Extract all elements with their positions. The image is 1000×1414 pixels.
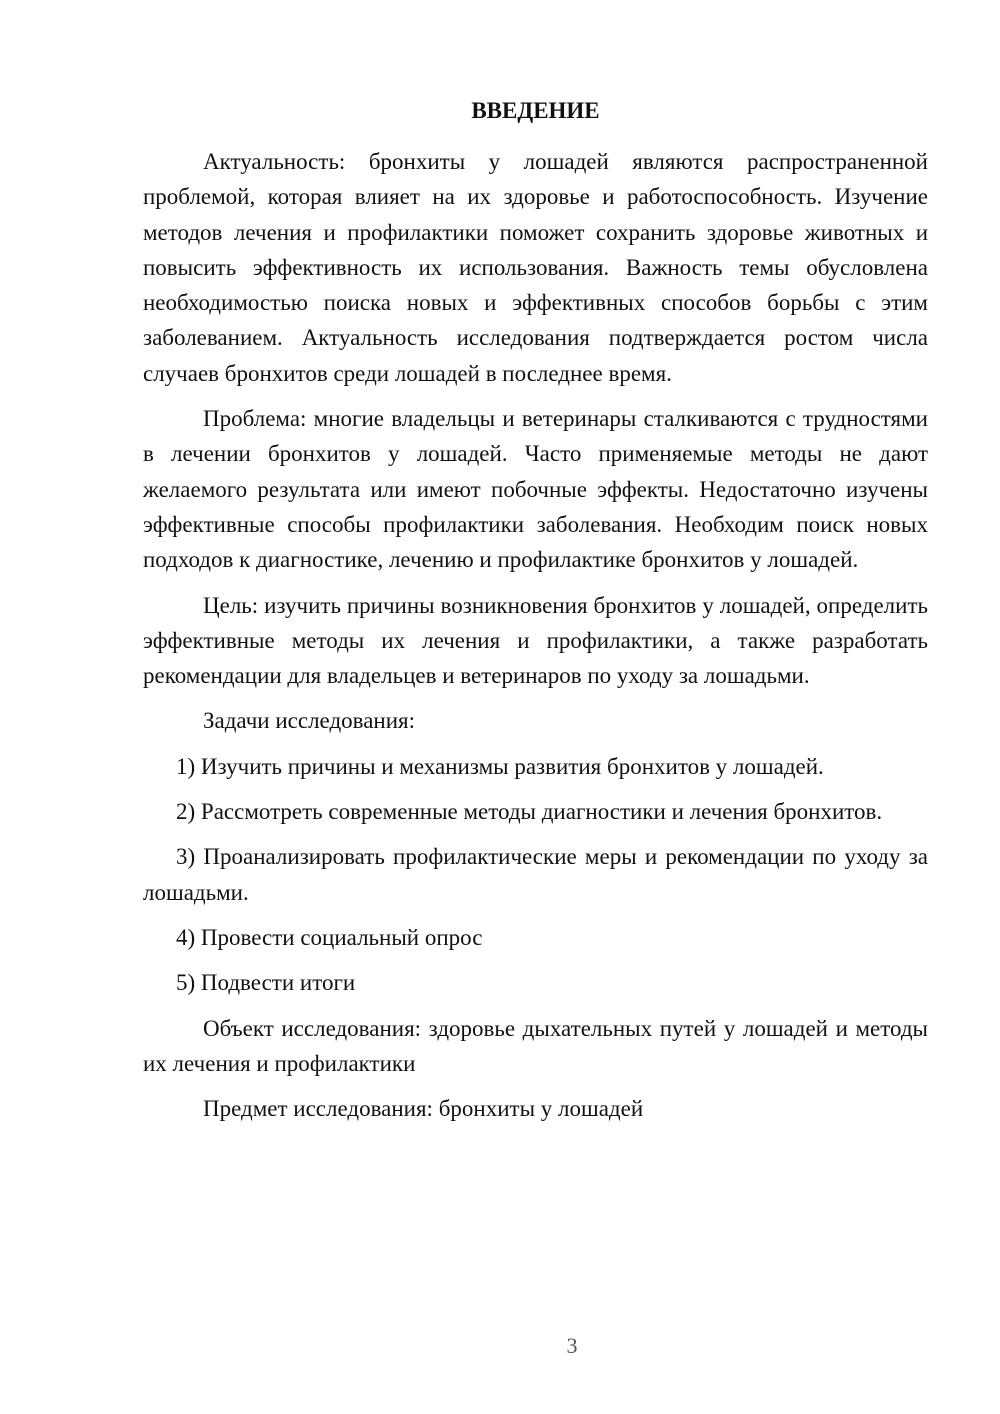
research-subject: Предмет исследования: бронхиты у лошадей	[203, 1096, 644, 1122]
section-title: ВВЕДЕНИЕ	[471, 98, 600, 123]
task-item-5: 5) Подвести итоги	[176, 970, 356, 996]
relevance-paragraph: Актуальность: бронхиты у лошадей являются распространенной проблемой, которая влияет на их здоровье и работоспособность. Изучение методов лечения и профилактики поможет сохранить здоровье животных и повысить эффективность их использования. Важность темы обусловлена необходимостью поиска новых и эффективных способов борьбы с этим заболеванием. Актуальность исследования подтверждается ростом числа случаев бронхитов среди лошадей в последнее время.	[143, 149, 928, 386]
task-item-2: 2) Рассмотреть современные методы диагностики и лечения бронхитов.	[176, 799, 883, 825]
task-item-3: 3) Проанализировать профилактические меры и рекомендации по уходу за лошадьми.	[143, 844, 928, 905]
tasks-heading: Задачи исследования:	[203, 708, 416, 734]
problem-paragraph: Проблема: многие владельцы и ветеринары сталкиваются с трудностями в лечении бронхитов у лошадей. Часто применяемые методы не дают желаемого результата или имеют побочные эффекты. Недостаточно изучены эффективные способы профилактики заболевания. Необходим поиск новых подходов к диагностике, лечению и профилактике бронхитов у лошадей.	[143, 406, 928, 573]
task-item-4: 4) Провести социальный опрос	[176, 924, 483, 950]
goal-paragraph: Цель: изучить причины возникновения бронхитов у лошадей, определить эффективные методы их лечения и профилактики, а также разработать рекомендации для владельцев и ветеринаров по уходу за лошадьми.	[143, 592, 928, 689]
page-number: 3	[566, 1333, 578, 1358]
task-item-1: 1) Изучить причины и механизмы развития бронхитов у лошадей.	[176, 753, 824, 779]
research-object: Объект исследования: здоровье дыхательных путей у лошадей и методы их лечения и профилактики	[143, 1015, 928, 1076]
page-content	[143, 95, 928, 1136]
